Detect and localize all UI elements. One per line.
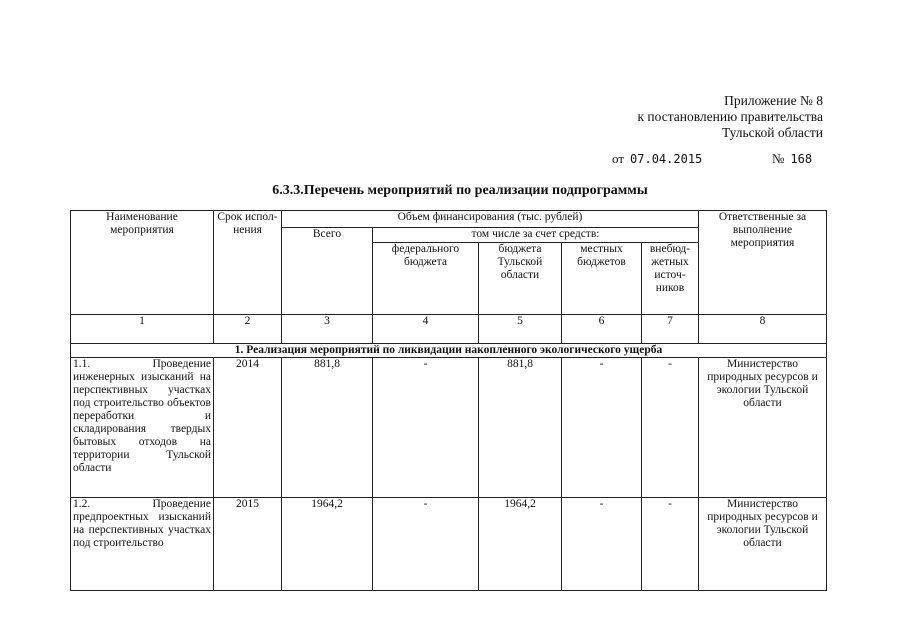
appendix-header <box>540 93 823 141</box>
header-extra: внебюд-жетных источ-ников <box>642 243 699 315</box>
activity-term: 2015 <box>214 498 282 591</box>
appendix-line-1: Приложение № 8 <box>724 93 823 108</box>
activity-responsible: Министерство природных ресурсов и экологии Тульской области <box>699 358 827 498</box>
activity-extra: - <box>642 498 699 591</box>
activity-local: - <box>562 358 642 498</box>
header-including: том числе за счет средств: <box>373 228 699 243</box>
activity-responsible: Министерство природных ресурсов и экологии Тульской области <box>699 498 827 591</box>
document-title: 6.3.3.Перечень мероприятий по реализации подпрограммы <box>272 183 648 198</box>
order-date-value: 07.04.2015 <box>630 152 703 166</box>
activity-federal: - <box>373 358 479 498</box>
activity-regional: 1964,2 <box>479 498 562 591</box>
activity-name: 1.2. Проведение предпроектных изысканий на перспективных участках под строительство <box>71 498 214 591</box>
activity-term: 2014 <box>214 358 282 498</box>
activity-total: 881,8 <box>282 358 373 498</box>
section-row <box>71 344 827 358</box>
activity-local: - <box>562 498 642 591</box>
header-local: местных бюджетов <box>562 243 642 315</box>
appendix-line-2: к постановлению правительства <box>637 109 823 124</box>
activity-extra: - <box>642 358 699 498</box>
header-row-1 <box>71 211 827 228</box>
header-regional: бюджета Тульской области <box>479 243 562 315</box>
column-number: 6 <box>562 315 642 344</box>
section-title: 1. Реализация мероприятий по ликвидации накопленного экологического ущерба <box>71 344 827 358</box>
activity-total: 1964,2 <box>282 498 373 591</box>
column-number: 8 <box>699 315 827 344</box>
column-number: 7 <box>642 315 699 344</box>
activity-regional: 881,8 <box>479 358 562 498</box>
header-federal: федерального бюджета <box>373 243 479 315</box>
activity-federal: - <box>373 498 479 591</box>
column-number: 5 <box>479 315 562 344</box>
header-name: Наименование мероприятия <box>71 211 214 315</box>
activities-table <box>70 210 827 591</box>
column-number: 3 <box>282 315 373 344</box>
column-number-row <box>71 315 827 344</box>
header-responsible: Ответственные за выполнение мероприятия <box>699 211 827 315</box>
column-number: 1 <box>71 315 214 344</box>
activity-name: 1.1. Проведение инженерных изысканий на перспективных участках под строительство объектов переработки и складирования твердых бытовых отходов на территории Тульской области <box>71 358 214 498</box>
column-number: 2 <box>214 315 282 344</box>
order-number-prefix: № <box>772 151 785 166</box>
order-date <box>612 151 702 167</box>
column-number: 4 <box>373 315 479 344</box>
table-row <box>71 498 827 591</box>
table-row <box>71 358 827 498</box>
order-number-value: 168 <box>790 152 813 166</box>
order-date-prefix: от <box>612 151 625 166</box>
header-funding: Объем финансирования (тыс. рублей) <box>282 211 699 228</box>
appendix-line-3: Тульской области <box>722 125 823 140</box>
order-number <box>772 151 812 167</box>
header-term: Срок испол-нения <box>214 211 282 315</box>
header-total: Всего <box>282 228 373 315</box>
